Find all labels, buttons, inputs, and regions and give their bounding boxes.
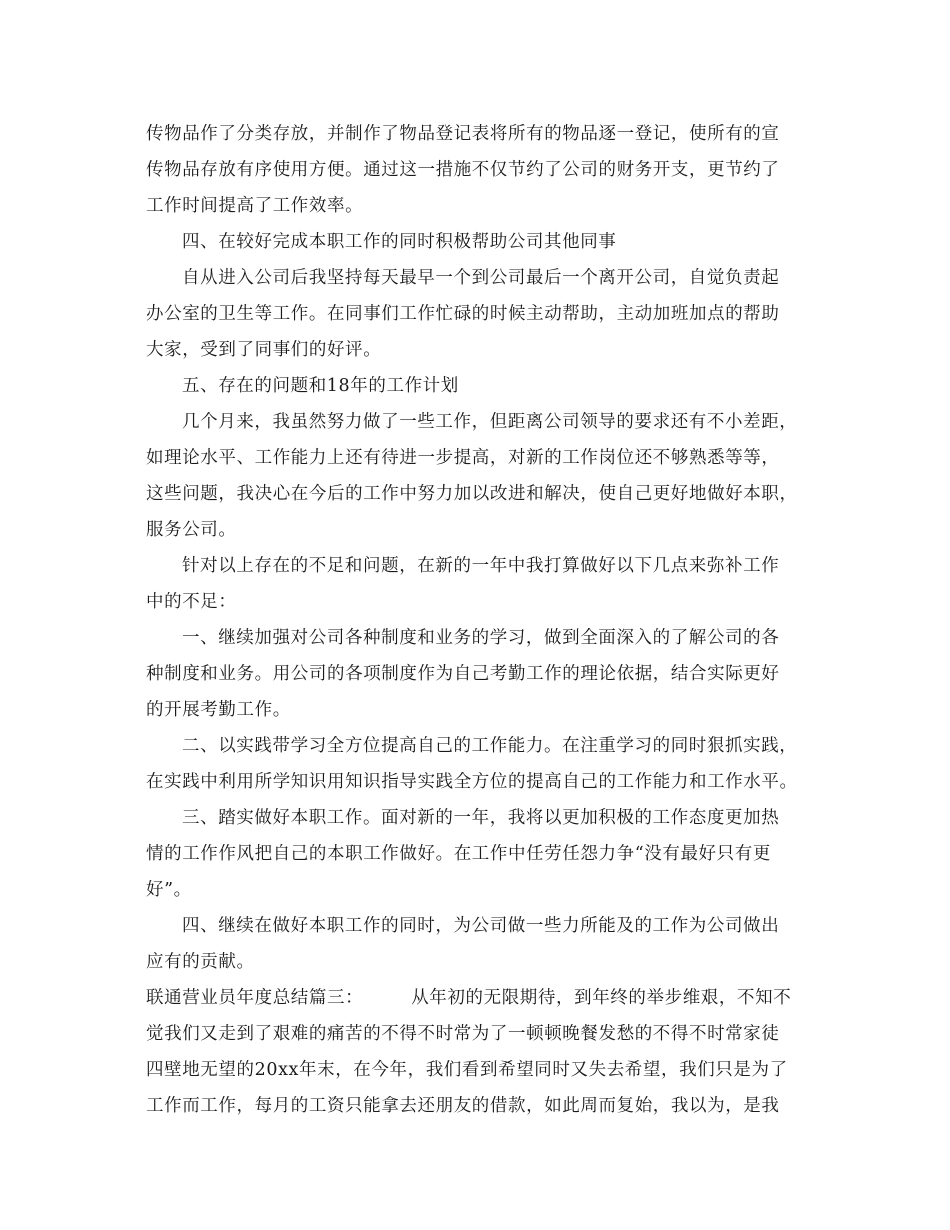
- section-heading: 四、在较好完成本职工作的同时积极帮助公司其他同事: [182, 232, 617, 252]
- text-line: 办公室的卫生等工作。在同事们工作忙碌的时候主动帮助，主动加班加点的帮助: [146, 304, 780, 324]
- document-body: [146, 116, 806, 1124]
- text-line: 几个月来，我虽然努力做了一些工作，但距离公司领导的要求还有不小差距，: [182, 412, 798, 432]
- section3-first-line: [146, 980, 806, 1016]
- text-line: 种制度和业务。用公司的各项制度作为自己考勤工作的理论依据，结合实际更好: [146, 664, 780, 684]
- list-item: 一、继续加强对公司各种制度和业务的学习，做到全面深入的了解公司的各: [182, 628, 780, 648]
- text-line: 针对以上存在的不足和问题，在新的一年中我打算做好以下几点来弥补工作: [182, 556, 780, 576]
- text-line: 自从进入公司后我坚持每天最早一个到公司最后一个离开公司，自觉负责起: [182, 268, 780, 288]
- text-line: 好”。: [146, 880, 192, 900]
- text-line: 中的不足：: [146, 592, 237, 612]
- text-line: 的开展考勤工作。: [146, 700, 291, 720]
- text-line: 传物品存放有序使用方便。通过这一措施不仅节约了公司的财务开支，更节约了: [146, 160, 780, 180]
- text-line: 四壁地无望的20xx年末，在今年，我们看到希望同时又失去希望，我们只是为了: [146, 1060, 788, 1080]
- text-line: 如理论水平、工作能力上还有待进一步提高，对新的工作岗位还不够熟悉等等，: [146, 448, 780, 468]
- text-line: 这些问题，我决心在今后的工作中努力加以改进和解决，使自己更好地做好本职，: [146, 484, 798, 504]
- section-heading: 五、存在的问题和18年的工作计划: [182, 376, 459, 396]
- text-line: 大家，受到了同事们的好评。: [146, 340, 382, 360]
- text-line: 服务公司。: [146, 520, 237, 540]
- text-line: 传物品作了分类存放，并制作了物品登记表将所有的物品逐一登记，使所有的宣: [146, 124, 780, 144]
- section3-first-text: 从年初的无限期待，到年终的举步维艰，不知不: [411, 988, 792, 1008]
- text-line: 情的工作作风把自己的本职工作做好。在工作中任劳任怨力争“没有最好只有更: [146, 844, 771, 864]
- list-item: 三、踏实做好本职工作。面对新的一年，我将以更加积极的工作态度更加热: [182, 808, 780, 828]
- text-line: 工作而工作，每月的工资只能拿去还朋友的借款，如此周而复始，我以为，是我: [146, 1096, 780, 1116]
- text-line: 觉我们又走到了艰难的痛苦的不得不时常为了一顿顿晚餐发愁的不得不时常家徒: [146, 1024, 780, 1044]
- list-item: 四、继续在做好本职工作的同时，为公司做一些力所能及的工作为公司做出: [182, 916, 780, 936]
- section3-heading: 联通营业员年度总结篇三：: [146, 988, 364, 1008]
- text-line: 应有的贡献。: [146, 952, 255, 972]
- list-item: 二、以实践带学习全方位提高自己的工作能力。在注重学习的同时狠抓实践，: [182, 736, 798, 756]
- text-line: 工作时间提高了工作效率。: [146, 196, 364, 216]
- text-line: 在实践中利用所学知识用知识指导实践全方位的提高自己的工作能力和工作水平。: [146, 772, 798, 792]
